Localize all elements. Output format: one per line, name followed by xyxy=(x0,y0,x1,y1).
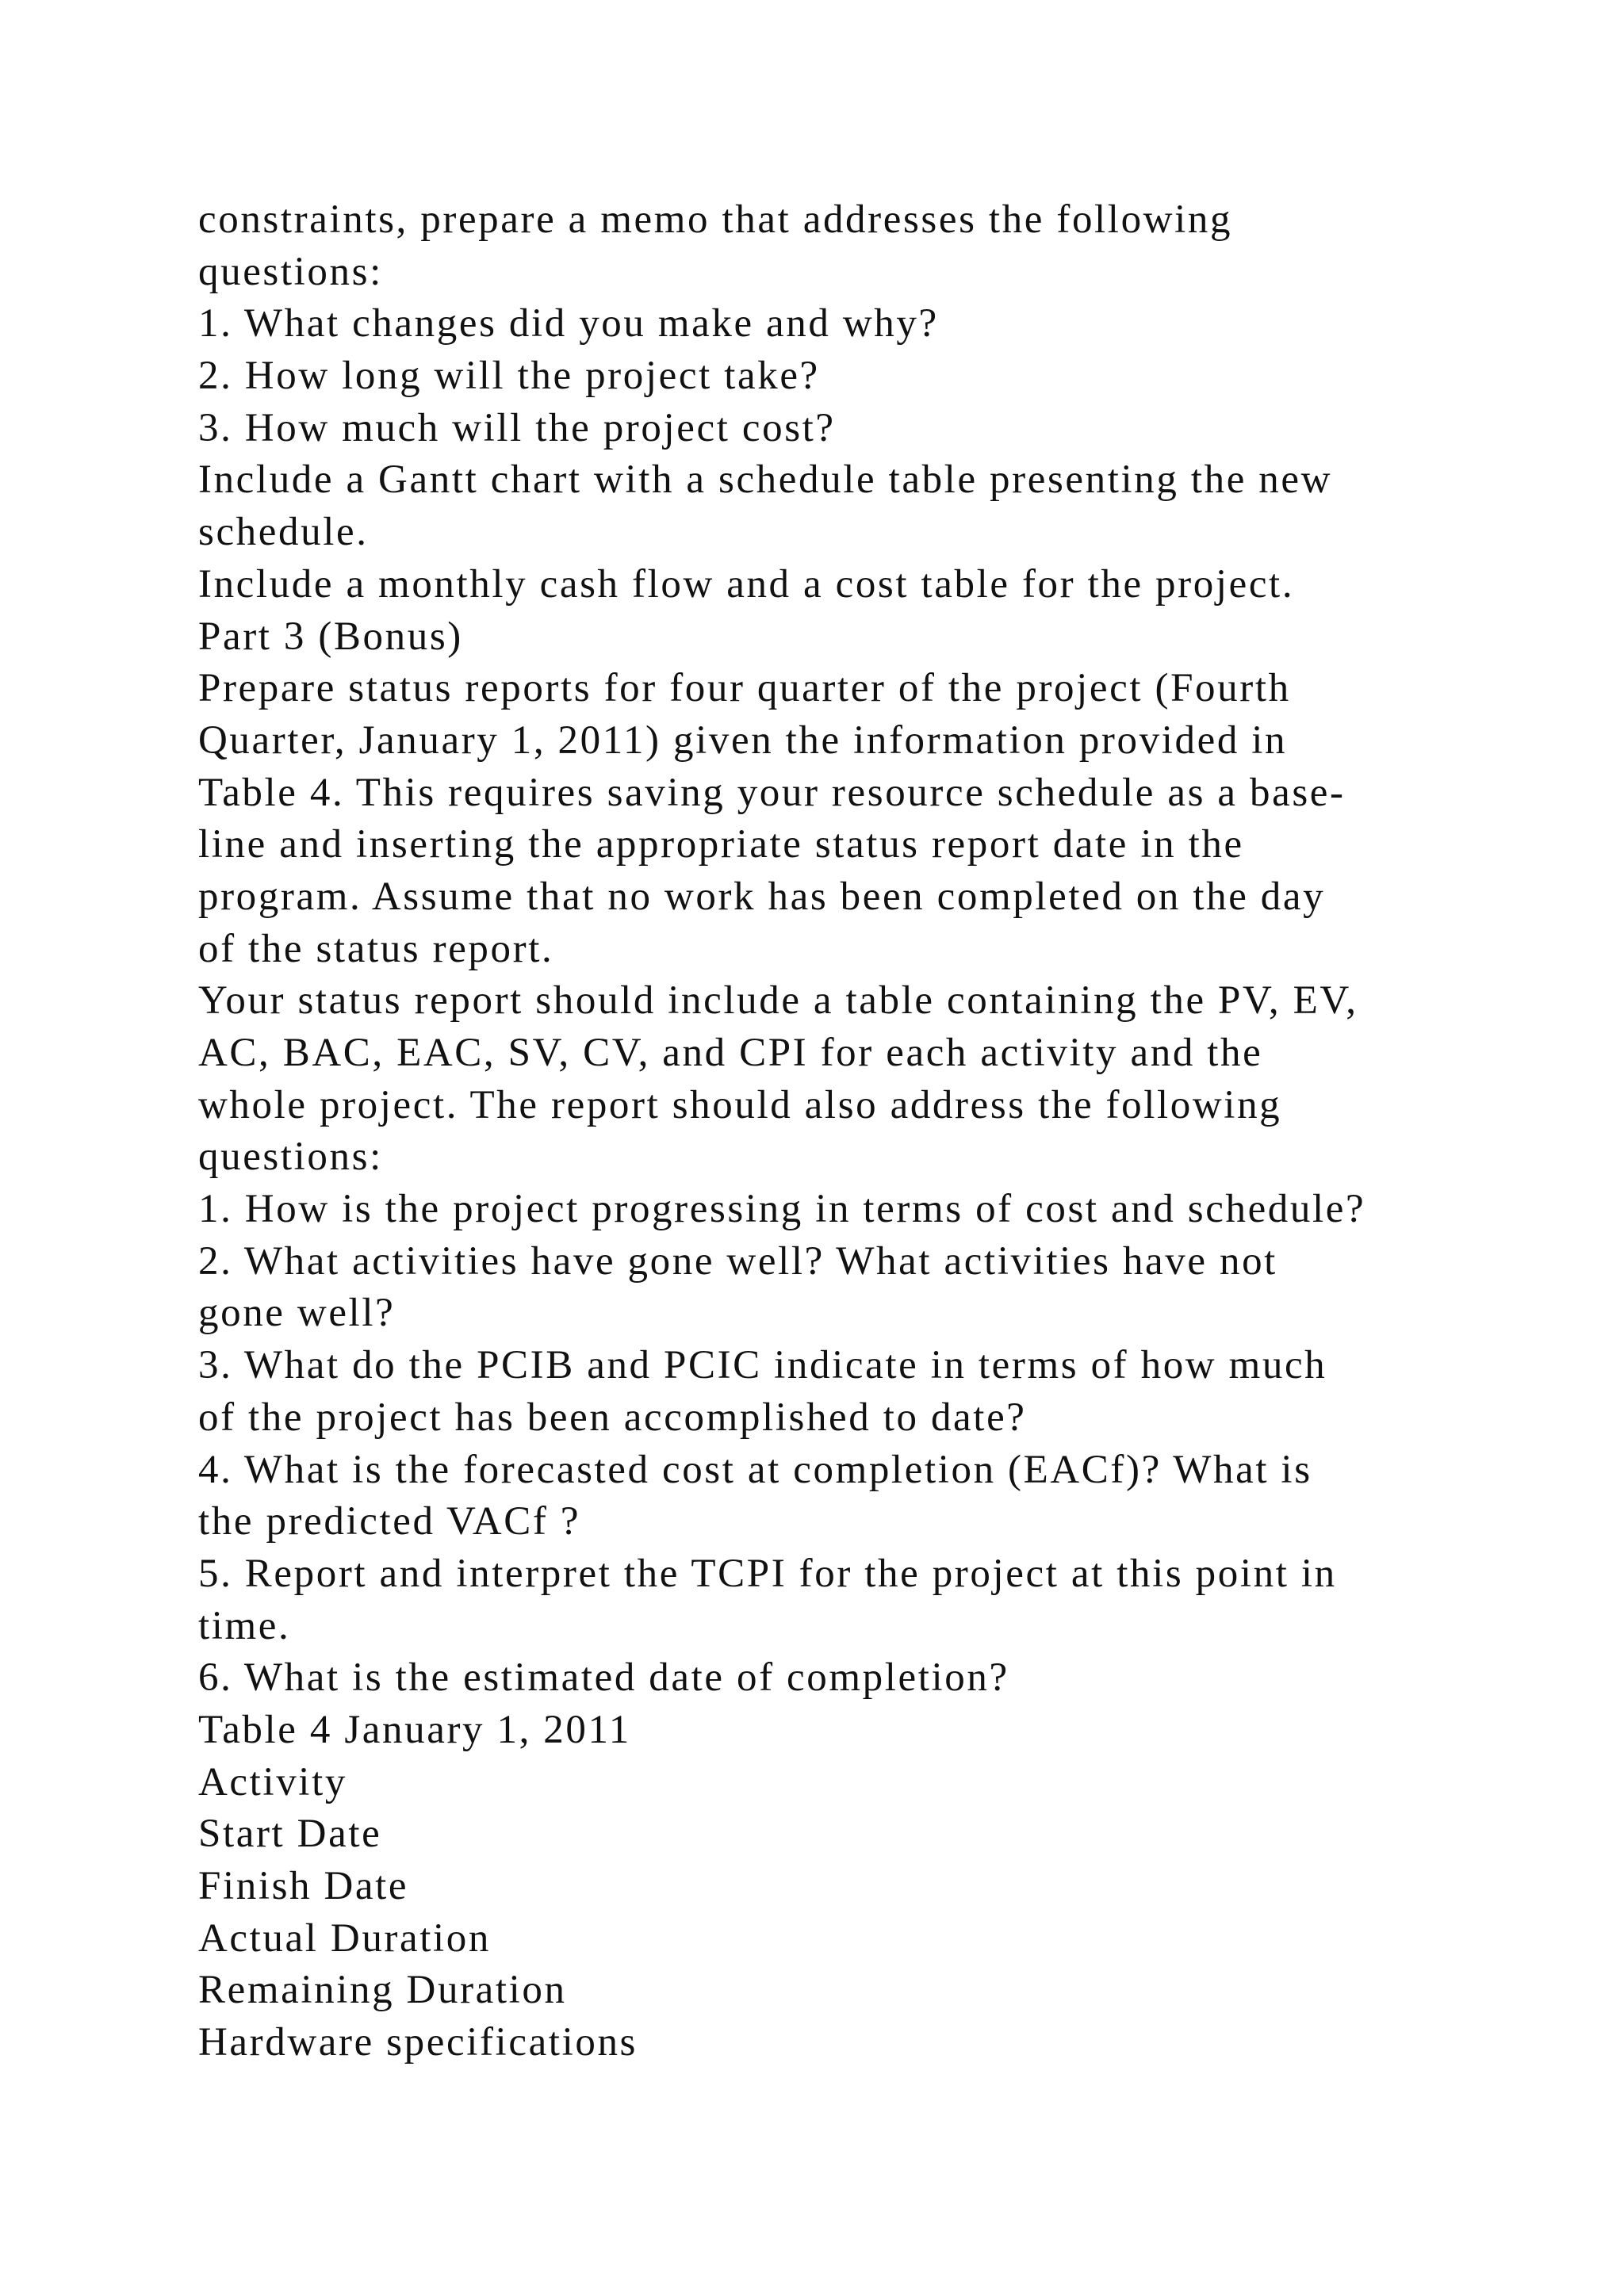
text-line: Your status report should include a table containing the PV, EV, xyxy=(198,978,1358,1024)
text-line: Prepare status reports for four quarter of the project (Fourth xyxy=(198,666,1291,711)
text-line: the predicted VACf ? xyxy=(198,1499,581,1544)
text-line: questions: xyxy=(198,249,383,294)
list-item: 5. Report and interpret the TCPI for the project at this point in xyxy=(198,1551,1337,1596)
table-caption: Table 4 January 1, 2011 xyxy=(198,1707,631,1752)
text-line: line and inserting the appropriate status report date in the xyxy=(198,822,1244,867)
list-item: 2. How long will the project take? xyxy=(198,354,820,399)
text-line: time. xyxy=(198,1603,291,1648)
list-item: 2. What activities have gone well? What activities have not xyxy=(198,1238,1277,1284)
list-item: 1. How is the project progressing in terms of cost and schedule? xyxy=(198,1187,1366,1232)
text-line: schedule. xyxy=(198,510,369,555)
text-line: gone well? xyxy=(198,1291,396,1336)
text-line: questions: xyxy=(198,1135,383,1180)
text-line: Include a monthly cash flow and a cost table for the project. xyxy=(198,561,1295,607)
table-header: Activity xyxy=(198,1759,347,1804)
text-line: AC, BAC, EAC, SV, CV, and CPI for each activity and the xyxy=(198,1031,1263,1075)
text-line: Include a Gantt chart with a schedule table presenting the new xyxy=(198,457,1333,503)
document-body xyxy=(198,194,1483,2069)
section-heading: Part 3 (Bonus) xyxy=(198,614,463,659)
table-header: Finish Date xyxy=(198,1864,409,1908)
text-line: Table 4. This requires saving your resource schedule as a base- xyxy=(198,770,1346,815)
text-line: Quarter, January 1, 2011) given the information provided in xyxy=(198,718,1288,763)
list-item: 3. What do the PCIB and PCIC indicate in terms of how much xyxy=(198,1343,1327,1388)
list-item: 4. What is the forecasted cost at completion (EACf)? What is xyxy=(198,1447,1312,1492)
table-header: Actual Duration xyxy=(198,1915,491,1961)
list-item: 1. What changes did you make and why? xyxy=(198,301,939,346)
table-header: Start Date xyxy=(198,1812,382,1857)
table-header: Remaining Duration xyxy=(198,1968,567,2013)
list-item: 6. What is the estimated date of completion? xyxy=(198,1655,1009,1701)
text-line: program. Assume that no work has been completed on the day xyxy=(198,874,1326,919)
text-line: of the project has been accomplished to date? xyxy=(198,1395,1027,1440)
text-line: of the status report. xyxy=(198,926,554,971)
text-line: constraints, prepare a memo that addresses the following xyxy=(198,197,1233,242)
text-line: whole project. The report should also address the following xyxy=(198,1082,1282,1127)
table-cell: Hardware specifications xyxy=(198,2020,638,2065)
list-item: 3. How much will the project cost? xyxy=(198,405,836,450)
